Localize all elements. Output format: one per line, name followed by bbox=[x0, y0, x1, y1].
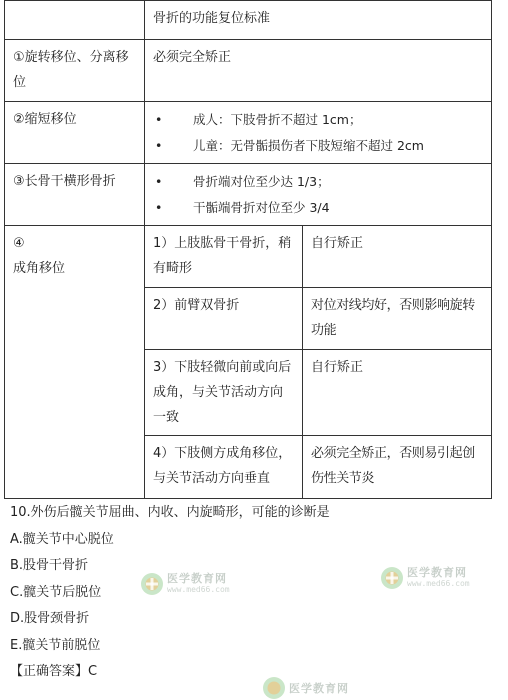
sub-action-cell: 自行矫正 bbox=[303, 226, 492, 288]
sub-case-cell: 1）上肢肱骨干骨折，稍有畸形 bbox=[145, 226, 303, 288]
option-b: B.股骨干骨折 bbox=[10, 558, 89, 573]
bullet-icon: • bbox=[155, 174, 163, 189]
row-shortening bbox=[5, 102, 492, 164]
option-d: D.股骨颈骨折 bbox=[10, 611, 90, 626]
sub-action-cell: 必须完全矫正，否则易引起创伤性关节炎 bbox=[303, 436, 492, 499]
watermark-name: 医学教育网 bbox=[407, 566, 467, 579]
header-blank-cell bbox=[5, 1, 145, 40]
angulation-label-cell bbox=[5, 226, 145, 499]
row-bullets bbox=[145, 164, 492, 226]
watermark-emblem-icon bbox=[380, 566, 404, 590]
sub-case-cell: 4）下肢侧方成角移位，与关节活动方向垂直 bbox=[145, 436, 303, 499]
bullet-icon: • bbox=[155, 112, 163, 127]
bullet-icon: • bbox=[155, 138, 163, 153]
watermark-logo bbox=[380, 566, 470, 590]
watermark-emblem-icon bbox=[140, 572, 164, 596]
table-header-row bbox=[5, 1, 492, 40]
row-bullets bbox=[145, 102, 492, 164]
option-a: A.髋关节中心脱位 bbox=[10, 531, 114, 547]
list-item: • 骨折端对位至少达 1/3； bbox=[153, 169, 483, 195]
correct-answer: 【正确答案】C bbox=[10, 664, 98, 679]
table-header-cell: 骨折的功能复位标准 bbox=[145, 1, 492, 40]
watermark-name: 医学教育网 bbox=[167, 572, 227, 585]
watermark-url: www.med66.com bbox=[407, 579, 470, 588]
question-block bbox=[10, 500, 500, 686]
row-label: ③长骨干横形骨折 bbox=[5, 164, 145, 226]
reduction-standard-table bbox=[4, 0, 492, 499]
row-label: ①旋转移位、分离移位 bbox=[5, 40, 145, 102]
row-label: ②缩短移位 bbox=[5, 102, 145, 164]
row-angulation-1 bbox=[5, 226, 492, 288]
watermark-name: 医学教育网 bbox=[289, 681, 349, 695]
watermark-emblem-icon bbox=[262, 676, 286, 700]
row-label-number: ④ bbox=[13, 236, 25, 251]
row-transverse bbox=[5, 164, 492, 226]
watermark-url: www.med66.com bbox=[167, 585, 230, 594]
bullet-icon: • bbox=[155, 200, 163, 215]
sub-action-cell: 自行矫正 bbox=[303, 350, 492, 436]
list-item: • 儿童：无骨骺损伤者下肢短缩不超过 2cm bbox=[153, 133, 483, 159]
watermark-logo bbox=[262, 676, 349, 700]
watermark-logo bbox=[140, 572, 230, 596]
list-item: • 干骺端骨折对位至少 3/4 bbox=[153, 195, 483, 221]
row-value: 必须完全矫正 bbox=[145, 40, 492, 102]
row-rotation bbox=[5, 40, 492, 102]
sub-case-cell: 2）前臂双骨折 bbox=[145, 288, 303, 350]
sub-case-cell: 3）下肢轻微向前或向后成角，与关节活动方向一致 bbox=[145, 350, 303, 436]
option-c: C.髋关节后脱位 bbox=[10, 584, 102, 600]
question-stem: 10.外伤后髋关节屈曲、内收、内旋畸形，可能的诊断是 bbox=[10, 505, 330, 520]
list-item: • 成人：下肢骨折不超过 1cm； bbox=[153, 107, 483, 133]
option-e: E.髋关节前脱位 bbox=[10, 637, 101, 653]
row-label: 成角移位 bbox=[13, 261, 66, 276]
sub-action-cell: 对位对线均好，否则影响旋转功能 bbox=[303, 288, 492, 350]
